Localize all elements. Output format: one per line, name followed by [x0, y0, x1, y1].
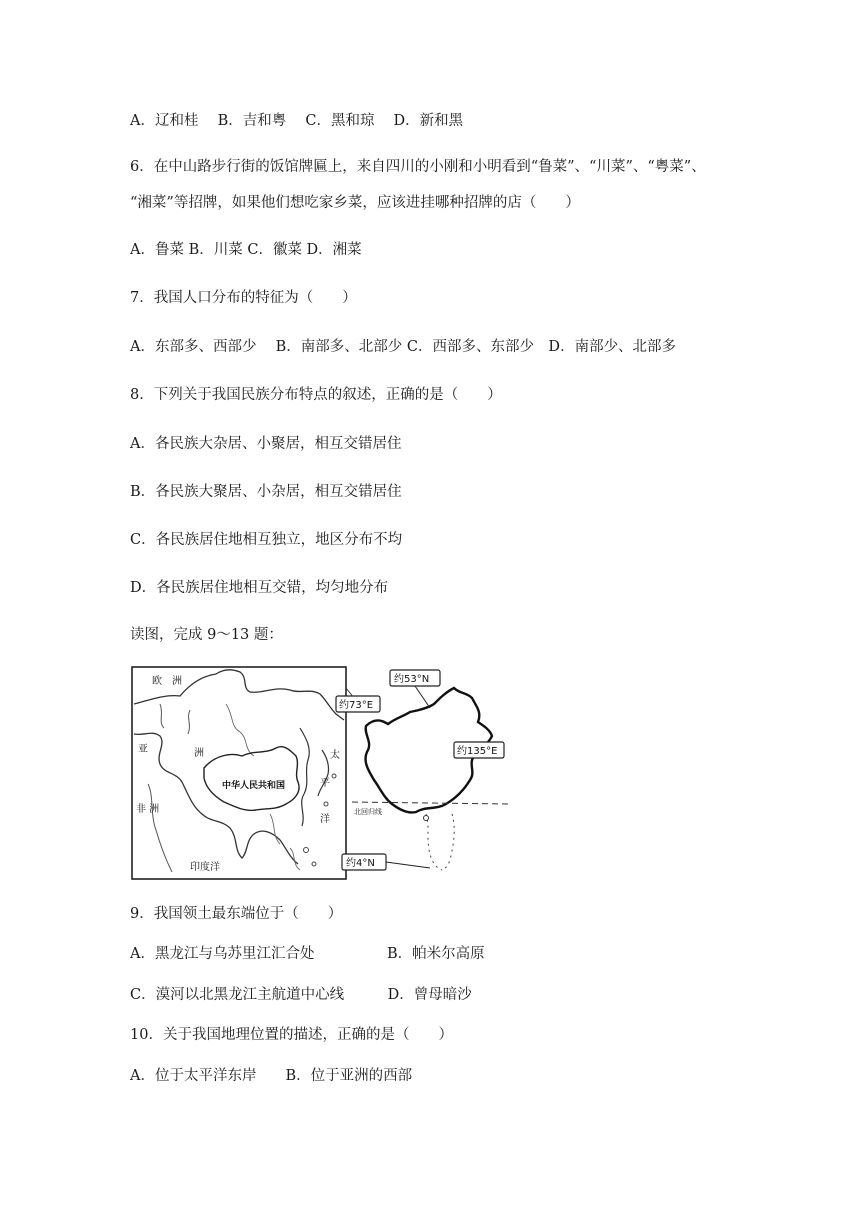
question-6-line-1: 6．在中山路步行街的饭馆牌匾上，来自四川的小刚和小明看到“鲁菜”、“川菜”、“粤菜”、 — [130, 159, 706, 175]
question-7: 7．我国人口分布的特征为（ ） — [130, 290, 357, 306]
question-8-option-b: B．各民族大聚居、小杂居，相互交错居住 — [130, 484, 402, 500]
question-6-options: A．鲁菜 B．川菜 C．徽菜 D．湘菜 — [130, 242, 362, 258]
label-north-extreme: 约53°N — [394, 674, 430, 685]
question-9: 9．我国领土最东端位于（ ） — [130, 906, 343, 922]
asia-location-map — [132, 667, 346, 879]
question-10-options: A．位于太平洋东岸 B．位于亚洲的西部 — [130, 1068, 413, 1084]
line-1: A．辽和桂 B．吉和粤 C．黑和琼 D．新和黑 — [130, 113, 464, 129]
question-8-option-c: C．各民族居住地相互独立，地区分布不均 — [130, 532, 403, 548]
label-pacific-1: 太 — [330, 750, 340, 761]
label-pacific-3: 洋 — [320, 814, 330, 825]
question-8-option-a: A．各民族大杂居、小聚居，相互交错居住 — [130, 436, 402, 452]
label-indian-ocean: 印度洋 — [190, 862, 220, 873]
label-asia-2: 洲 — [194, 748, 204, 759]
label-pacific-2: 平 — [320, 778, 330, 789]
label-africa: 非 洲 — [136, 804, 160, 815]
question-9-options-cd: C．漠河以北黑龙江主航道中心线 D．曾母暗沙 — [130, 987, 472, 1003]
label-south-extreme: 约4°N — [346, 858, 375, 869]
china-extent-map — [336, 670, 510, 870]
question-10: 10．关于我国地理位置的描述，正确的是（ ） — [130, 1027, 453, 1043]
question-8-option-d: D．各民族居住地相互交错，均匀地分布 — [130, 580, 389, 596]
map-figure — [130, 664, 510, 882]
label-east-extreme: 约135°E — [457, 746, 498, 757]
question-6-line-2: “湘菜”等招牌，如果他们想吃家乡菜，应该进挂哪种招牌的店（ ） — [130, 195, 580, 211]
question-8: 8．下列关于我国民族分布特点的叙述，正确的是（ ） — [130, 387, 502, 403]
label-west-extreme: 约73°E — [339, 700, 374, 711]
label-tropic-of-cancer: 北回归线 — [354, 808, 382, 816]
label-asia-1: 亚 — [138, 744, 148, 755]
map-instruction: 读图，完成 9～13 题： — [130, 627, 283, 643]
label-china: 中华人民共和国 — [222, 781, 286, 791]
question-9-options-ab: A．黑龙江与乌苏里江汇合处 B．帕米尔高原 — [130, 946, 485, 962]
label-europe: 欧 洲 — [152, 676, 182, 687]
question-7-options: A．东部多、西部少 B．南部多、北部少 C．西部多、东部少 D．南部少、北部多 — [130, 339, 677, 355]
